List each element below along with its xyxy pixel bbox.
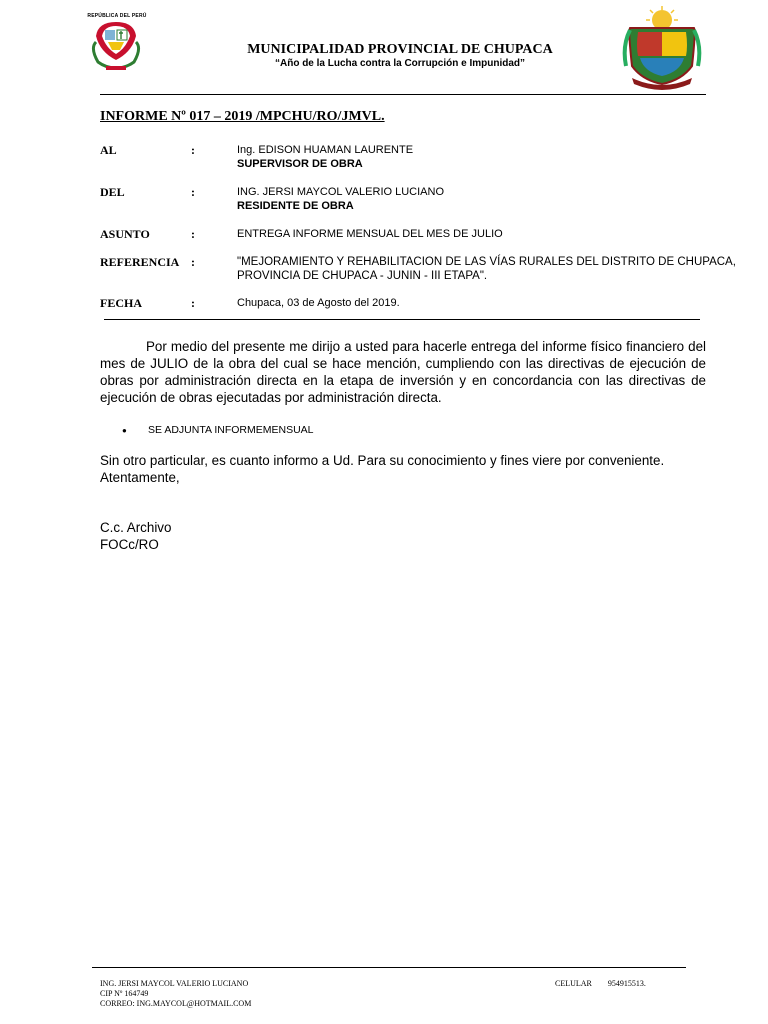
del-role: RESIDENTE DE OBRA [237,200,354,212]
seal-caption: REPÚBLICA DEL PERÚ [87,13,147,19]
footer-cip: CIP Nº 164749 [100,989,149,998]
cc-archive: C.c. Archivo [100,520,172,535]
asunto-label: ASUNTO [100,227,150,241]
cc-initials: FOCc/RO [100,537,159,552]
del-label: DEL [100,185,125,199]
header-divider [100,94,706,95]
al-colon: : [191,143,195,157]
fecha-value: Chupaca, 03 de Agosto del 2019. [237,297,400,309]
del-name: ING. JERSI MAYCOL VALERIO LUCIANO [237,186,445,198]
bullet-dot: ● [122,426,127,435]
closing-text [100,452,664,486]
phone-number: 954915513. [607,979,646,988]
closing-line: Sin otro particular, es cuanto informo a Ud. Para su conocimiento y fines viere por conveniente. [100,453,665,468]
attachment-bullet-item: SE ADJUNTA INFORMEMENSUAL [148,424,314,436]
footer-phone [555,979,646,989]
referencia-line1: "MEJORAMIENTO Y REHABILITACION DE LAS VÍAS RURALES DEL DISTRITO DE CHUPACA, [237,256,736,268]
al-value [237,143,413,171]
al-role: SUPERVISOR DE OBRA [237,158,363,170]
phone-label: CELULAR [555,979,592,988]
fecha-colon: : [191,296,195,310]
asunto-colon: : [191,227,195,241]
al-label: AL [100,143,117,157]
asunto-value: ENTREGA INFORME MENSUAL DEL MES DE JULIO [237,228,503,240]
municipality-name: MUNICIPALIDAD PROVINCIAL DE CHUPACA [247,42,553,57]
referencia-label: REFERENCIA [100,255,180,269]
copy-list [100,519,171,553]
referencia-value [237,255,736,283]
fields-divider [104,319,700,320]
del-colon: : [191,185,195,199]
regards-line: Atentamente, [100,470,180,485]
referencia-line2: PROVINCIA DE CHUPACA - JUNIN - III ETAPA". [237,270,488,282]
footer-email: CORREO: ING.MAYCOL@HOTMAIL.COM [100,999,252,1008]
footer-name: ING. JERSI MAYCOL VALERIO LUCIANO [100,979,249,988]
del-value [237,185,444,213]
body-paragraph: Por medio del presente me dirijo a usted para hacerle entrega del informe físico financiero del mes de JULIO de la obra del cual se hace mención, cumpliendo con las directivas de ejecución de obras por administración directa en la etapa de inversión y en concordancia con las directivas de ejecución de obras ejecutadas por administración directa. [100,339,706,405]
footer-contact [100,979,251,1009]
referencia-colon: : [191,255,195,269]
informe-title: INFORME Nº 017 – 2019 /MPCHU/RO/JMVL. [100,109,385,124]
al-name: Ing. EDISON HUAMAN LAURENTE [237,144,414,156]
footer-divider [92,967,686,968]
year-motto: “Año de la Lucha contra la Corrupción e Impunidad” [274,58,526,69]
fecha-label: FECHA [100,296,142,310]
